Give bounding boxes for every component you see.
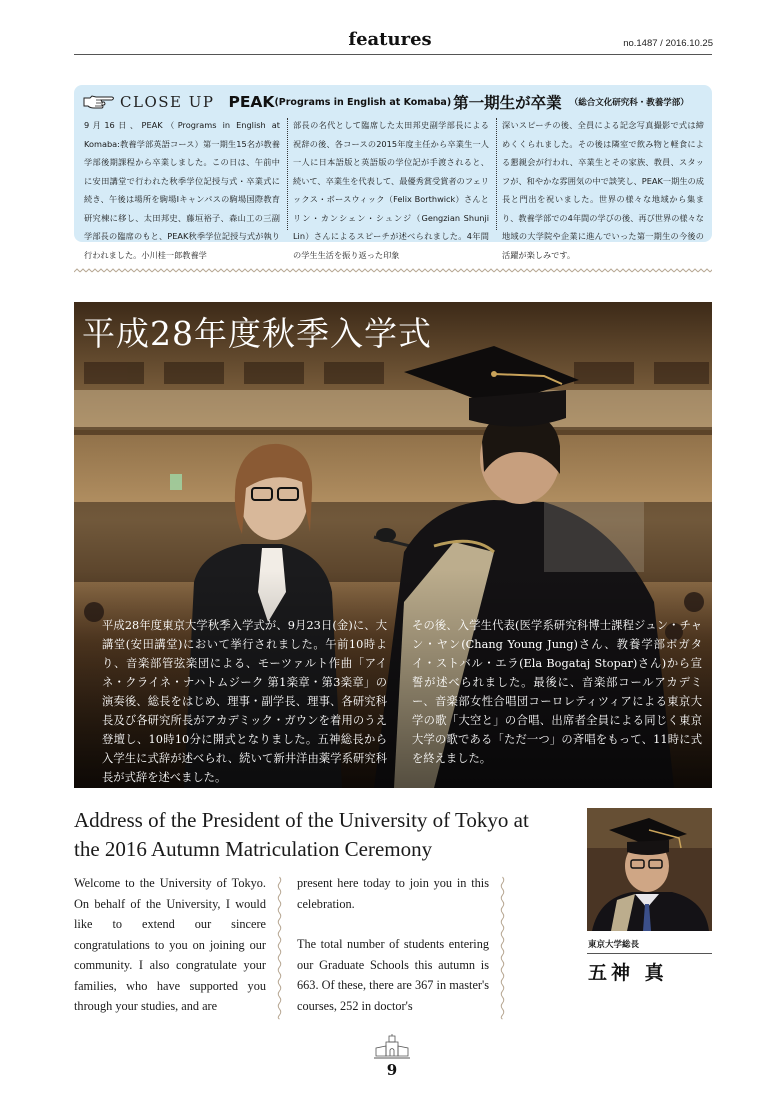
closeup-label: CLOSE UP — [120, 93, 215, 111]
address-paragraph: present here today to join you in this celebration. — [297, 876, 489, 911]
closeup-heading — [82, 91, 689, 113]
section-title: features — [348, 29, 432, 50]
wavy-divider — [500, 877, 505, 1019]
closeup-title-tail: 第一期生が卒業 — [453, 94, 562, 112]
president-portrait — [587, 808, 712, 931]
yasuda-auditorium-icon — [374, 1034, 410, 1060]
president-rule — [587, 953, 712, 954]
ceremony-column-1: 平成28年度東京大学秋季入学式が、9月23日(金)に、大講堂(安田講堂)において挙行されました。午前10時より、音楽部管弦楽団による、モーツァルト作曲「アイネ・クライネ・ナハトムジーク 第1楽章・第3楽章」の演奏後、総長をはじめ、理事・副学長、理事、各研究科長及び各研究所長がアカデミック・ガウンを着用のうえ登壇し、10時10分に開式となりました。五神総長から入学生に式辞が述べられ、続いて新井洋由薬学系研究科長が式辞を述べました。 — [102, 619, 387, 784]
address-title: Address of the President of the University of Tokyo at the 2016 Autumn Matriculation Ceremony — [74, 808, 529, 861]
president-name: 五神 真 — [588, 962, 668, 984]
address-paragraph: Welcome to the University of Tokyo. On behalf of the University, I would like to extend our sincere congratulations to you on joining our community. I also congratulate your families, who have supported you through your studies, and are — [74, 876, 266, 1013]
ceremony-title: 平成28年度秋季入学式 — [82, 314, 432, 353]
address-column-2 — [297, 873, 489, 1036]
zigzag-divider — [74, 268, 712, 274]
closeup-title-main: PEAK — [228, 93, 275, 111]
closeup-column-1: 9月16日、PEAK（Programs in English at Komaba:教養学部英語コース）第一期生15名が教養学部後期課程から卒業しました。この日は、午前中に安田講堂で行われた秋季学位記授与式・卒業式に続き、午後は場所を駒場Ⅰキャンパスの駒場国際教育研究棟に移し、太田邦史、藤垣裕子、森山工の三副学部長の臨席のもと、PEAK秋季学位記授与式が執り行われました。小川桂一郎教養学 — [84, 120, 280, 260]
issue-number: no.1487 / 2016.10.25 — [623, 38, 713, 49]
address-column-1 — [74, 873, 266, 1037]
closeup-column-2: 部長の名代として臨席した太田邦史副学部長による祝辞の後、各コースの2015年度主任から卒業生一人一人に日本語版と英語版の学位記が手渡されると、続いて、卒業生を代表して、最優秀賞受賞者のフェリックス・ボースウィック（Felix Borthwick）さんとリン・カンシェン・シュンジ（Gengzian Shunji Lin）さんによるスピーチが述べられました。4年間の学生生活を振り返った印象 — [293, 120, 489, 260]
closeup-title-paren: (Programs in English at Komaba) — [274, 96, 452, 108]
president-role: 東京大学総長 — [588, 940, 640, 950]
column-divider — [496, 118, 497, 230]
page-number: 9 — [386, 1061, 398, 1079]
pointing-hand-icon — [82, 93, 116, 111]
address-paragraph: The total number of students entering our Graduate Schools this autumn is 663. Of these, there are 367 in master's courses, 252 in doctor's — [297, 937, 489, 1013]
closeup-dept: （総合文化研究科・教養学部） — [569, 98, 689, 108]
column-divider — [287, 118, 288, 230]
header-rule — [74, 54, 712, 55]
president-photo — [587, 808, 712, 931]
ceremony-column-2: その後、入学生代表(医学系研究科博士課程ジュン・チャン・ヤン(Chang Young Jung)さん、教養学部ボガタイ・ストバル・エラ(Ela Bogataj Stopar)さん)から宣誓が述べられました。最後に、音楽部コールアカデミー、音楽部女性合唱団コーロレティツィアによる東京大学の歌「大空と」の合唱、出席者全員による同じく東京大学の歌である「ただ一つ」の斉唱をもって、11時に式を終えました。 — [412, 619, 702, 765]
closeup-column-3: 深いスピーチの後、全員による記念写真撮影で式は締めくくられました。その後は隣室で飲み物と軽食による懇親会が行われ、卒業生とその家族、教員、スタッフが、和やかな雰囲気の中で談笑し、PEAK一期生の成長と門出を祝いました。世界の様々な地域から集まり、教養学部での4年間の学びの後、再び世界の様々な地域の大学院や企業に進んでいった第一期生の今後の活躍が楽しみです。 — [502, 120, 704, 260]
wavy-divider — [277, 877, 282, 1019]
